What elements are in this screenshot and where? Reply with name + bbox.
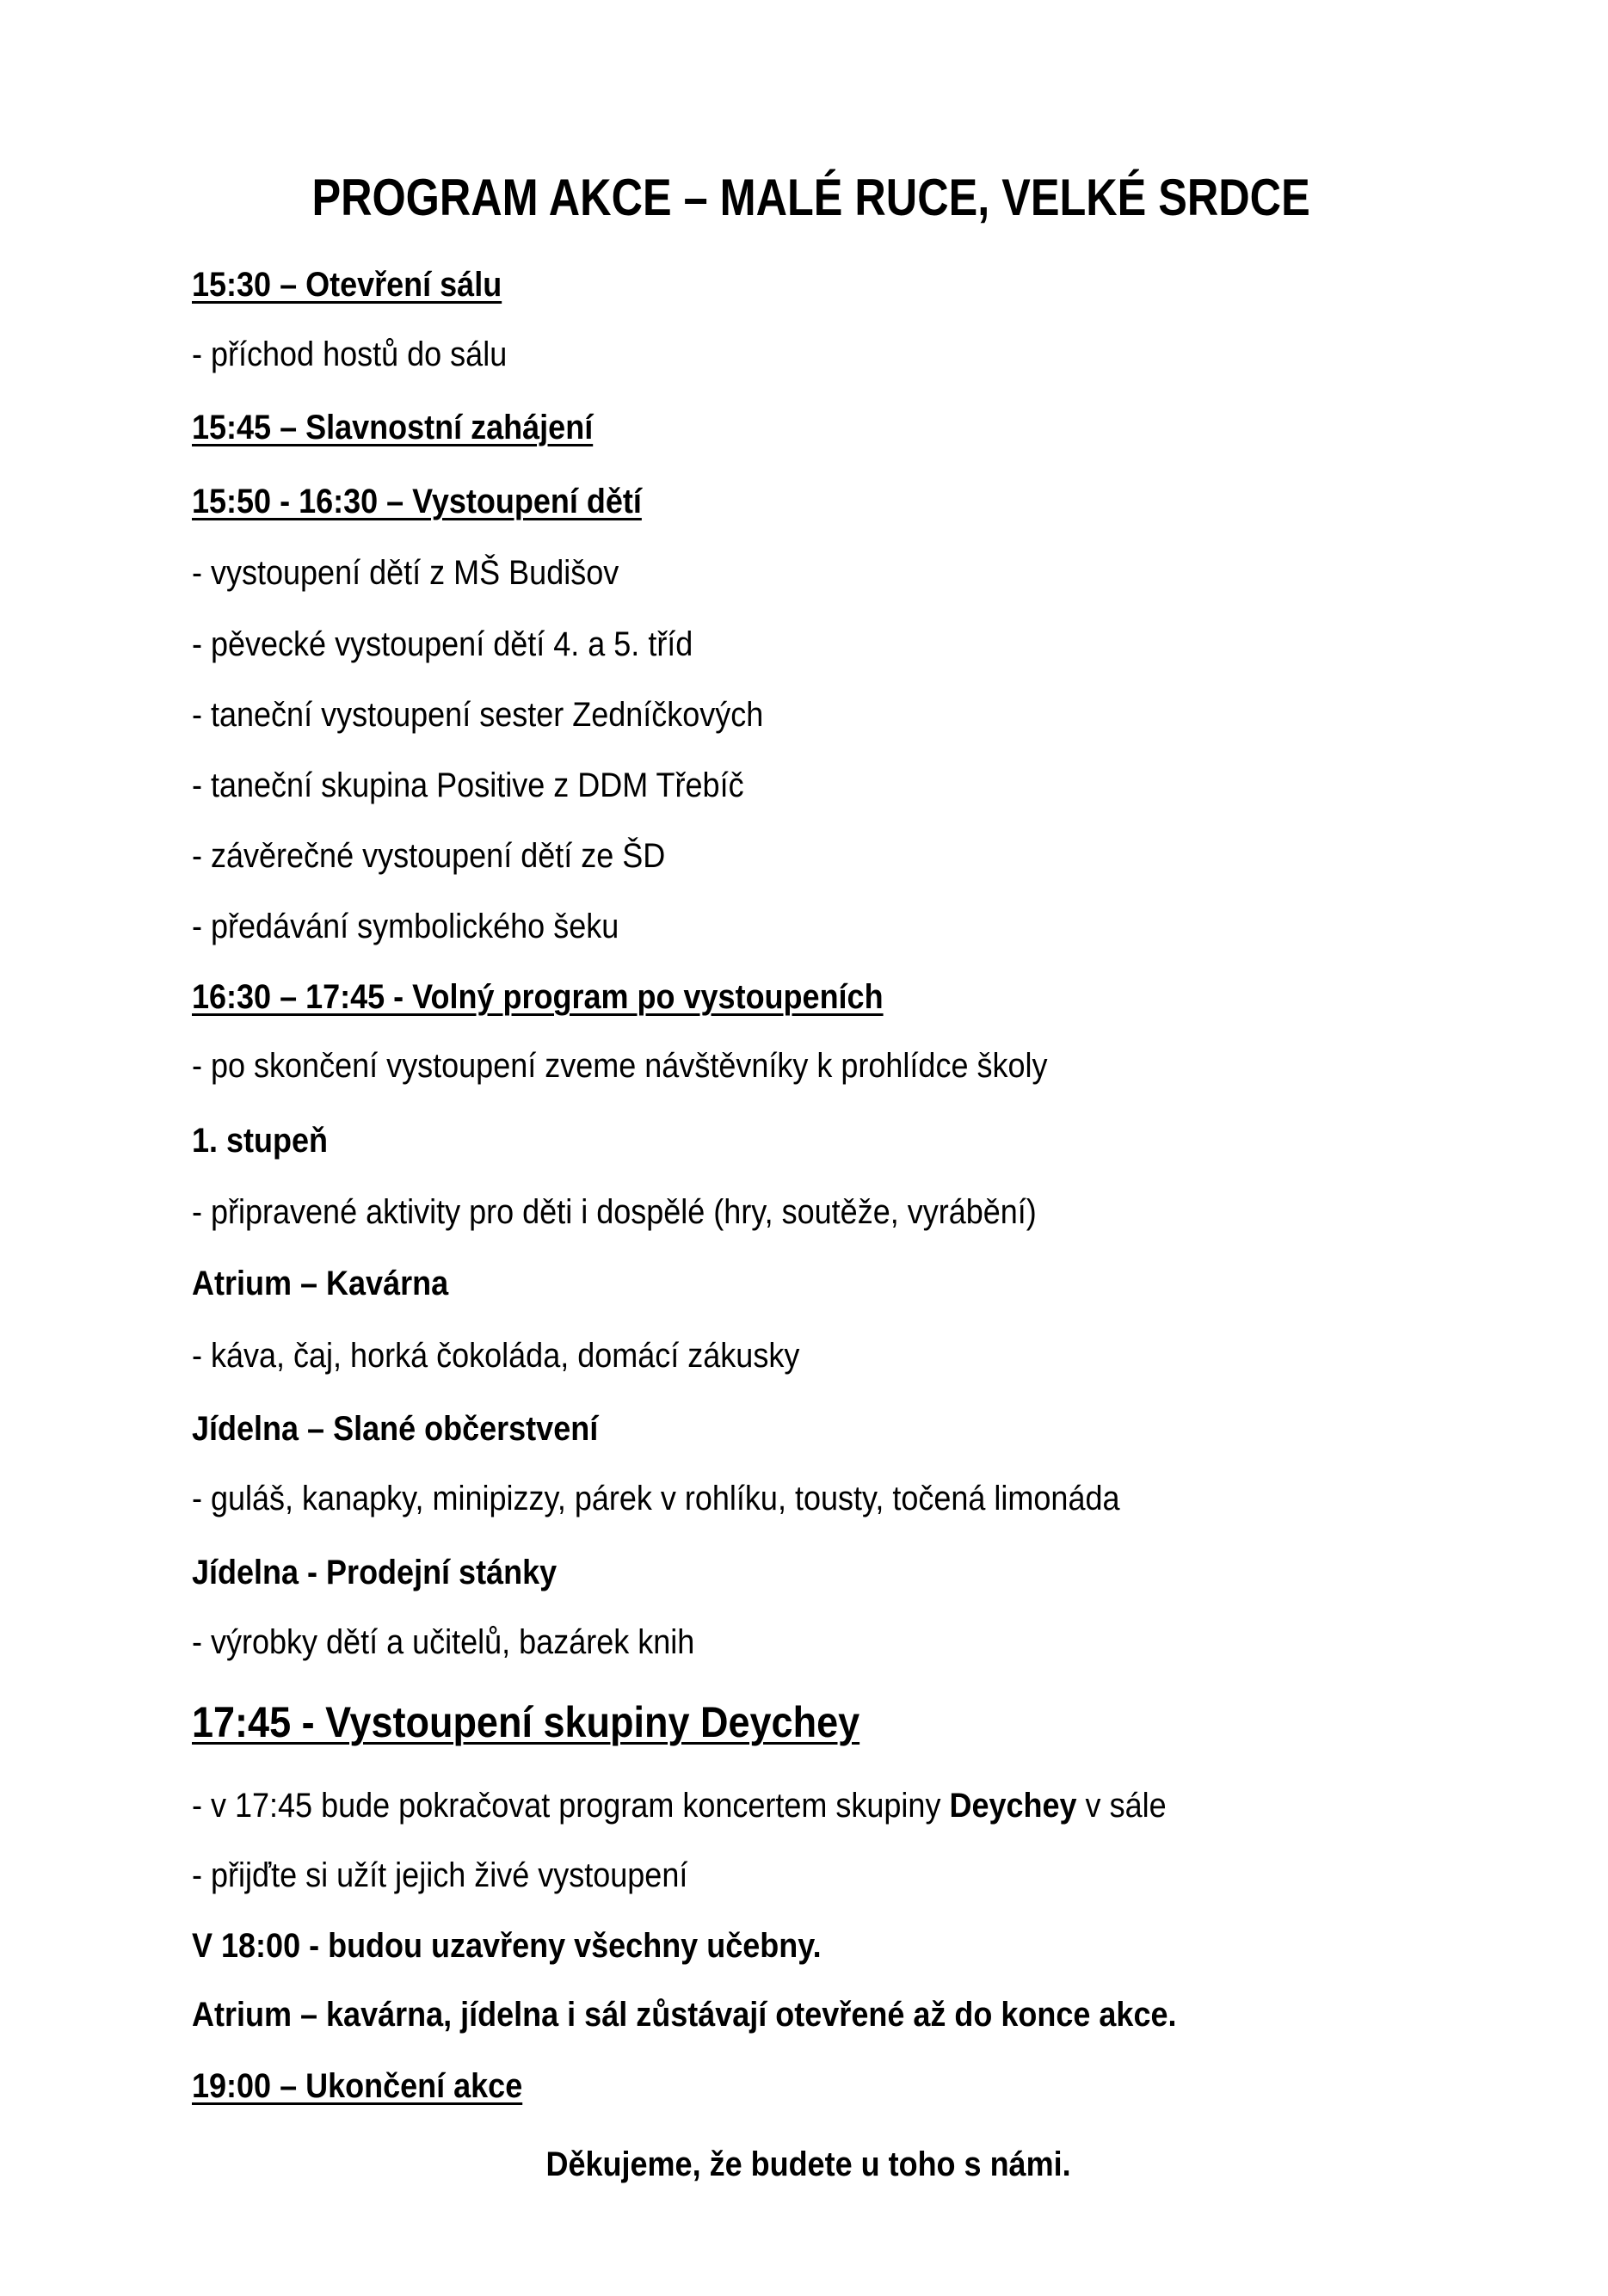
notice-classrooms-closed: V 18:00 - budou uzavřeny všechny učebny. [192,1927,822,1965]
location-description: - káva, čaj, horká čokoláda, domácí zákusky [192,1337,800,1375]
concert-text-before: - v 17:45 bude pokračovat program koncertem skupiny [192,1787,950,1825]
list-item: - pěvecké vystoupení dětí 4. a 5. tříd [192,625,693,663]
list-item: - příchod hostů do sálu [192,335,508,373]
list-item: - závěrečné vystoupení dětí ze ŠD [192,837,666,875]
concert-invite: - přijďte si užít jejich živé vystoupení [192,1856,688,1894]
location-name: Jídelna – Slané občerstvení [192,1410,599,1448]
band-name: Deychey [949,1787,1077,1825]
list-item: - předávání symbolického šeku [192,908,619,945]
section-heading-concert: 17:45 - Vystoupení skupiny Deychey [192,1698,860,1746]
location-description: - výrobky dětí a učitelů, bazárek knih [192,1623,695,1661]
page-title: PROGRAM AKCE – MALÉ RUCE, VELKÉ SRDCE [311,169,1310,226]
list-item: - taneční vystoupení sester Zedníčkových [192,696,764,734]
list-item: - taneční skupina Positive z DDM Třebíč [192,766,744,804]
location-name: Jídelna - Prodejní stánky [192,1554,558,1591]
list-item: - vystoupení dětí z MŠ Budišov [192,554,619,592]
section-heading-ceremony: 15:45 – Slavnostní zahájení [192,409,594,446]
free-program-intro: - po skončení vystoupení zveme návštěvníky k prohlídce školy [192,1047,1048,1085]
concert-text-after: v sále [1076,1787,1167,1825]
section-heading-closing: 19:00 – Ukončení akce [192,2067,523,2105]
concert-description [192,1788,1167,1823]
section-heading-opening: 15:30 – Otevření sálu [192,266,502,304]
notice-open-areas: Atrium – kavárna, jídelna i sál zůstávají otevřené až do konce akce. [192,1996,1177,2034]
location-description: - připravené aktivity pro děti i dospělé (hry, soutěže, vyrábění) [192,1193,1037,1231]
location-name: Atrium – Kavárna [192,1265,449,1302]
section-heading-free-program: 16:30 – 17:45 - Volný program po vystoupeních [192,978,884,1016]
location-description: - guláš, kanapky, minipizzy, párek v rohlíku, tousty, točená limonáda [192,1480,1120,1517]
section-heading-performances: 15:50 - 16:30 – Vystoupení dětí [192,483,642,520]
location-name: 1. stupeň [192,1122,329,1160]
thanks-message: Děkujeme, že budete u toho s námi. [545,2145,1071,2183]
